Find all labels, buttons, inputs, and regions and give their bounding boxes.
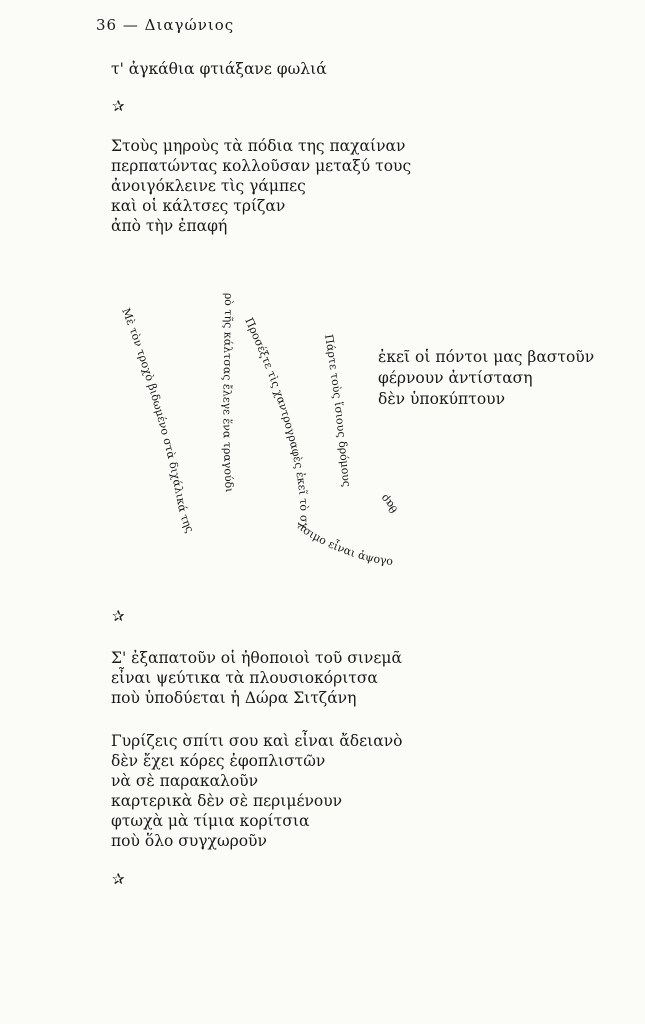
poem-line: φτωχὰ μὰ τίμια κορίτσια [111,812,310,830]
side-line: φέρνουν ἀντίσταση [378,369,533,387]
side-line: ἐκεῖ οἱ πόντοι μας βαστοῦν [378,348,595,366]
poem-line: ποὺ ὑποδύεται ἡ Δώρα Σιτζάνη [111,689,357,707]
poem-line: εἶναι ψεύτικα τὰ πλουσιοκόριτσα [111,669,378,687]
poem-line: τ' ἀγκάθια φτιάξανε φωλιά [111,60,327,78]
page-header [96,16,234,34]
visual-poem-legs [100,245,440,585]
star-ornament: ✰ [112,870,125,888]
top-left-fragment: ρὸ τῆς κάλτσας ἔλεγε ἕνα τραγούδι [220,292,236,493]
poem-line: καρτερικὰ δὲν σὲ περιμένουν [111,792,343,810]
side-line: δὲν ὑποκύπτουν [378,390,505,408]
header-dash: — [122,16,139,34]
poem-line: δὲν ἔχει κόρες ἐφοπλιστῶν [111,752,326,770]
star-ornament: ✰ [112,97,125,115]
star-ornament: ✰ [112,607,125,625]
left-leg-text: Μὲ τὸν τροχὸ βιδωμένο στὰ διχάλικά της [119,306,197,535]
page-number: 36 [96,16,118,34]
poem-line: ποὺ ὅλο συγχωροῦν [111,832,267,850]
right-fragment: Πάρτε τοὺς ἴσιους δρόμους [322,333,354,488]
bottom-fragment: θαρ [377,491,401,516]
poem-line: Στοὺς μηροὺς τὰ πόδια της παχαίναν [111,137,406,155]
poem-line: Σ' ἐξαπατοῦν οἱ ἠθοποιοὶ τοῦ σινεμᾶ [111,649,402,667]
right-leg-text: Προσέξτε τὶς χαντρογραφὲς ἐκεῖ τὸ σχίσιμο εἶναι ἀψογο [242,315,394,568]
running-title: Διαγώνιος [144,16,235,34]
poem-line: Γυρίζεις σπίτι σου καὶ εἶναι ἄδειανὸ [111,732,403,750]
poem-line: περπατώντας κολλοῦσαν μεταξύ τους [111,157,412,175]
poem-line: καὶ οἱ κάλτσες τρίζαν [111,197,286,215]
poem-line: νὰ σὲ παρακαλοῦν [111,772,259,790]
poem-line: ἀνοιγόκλεινε τὶς γάμπες [111,177,306,195]
poem-line: ἀπὸ τὴν ἐπαφή [111,217,228,235]
